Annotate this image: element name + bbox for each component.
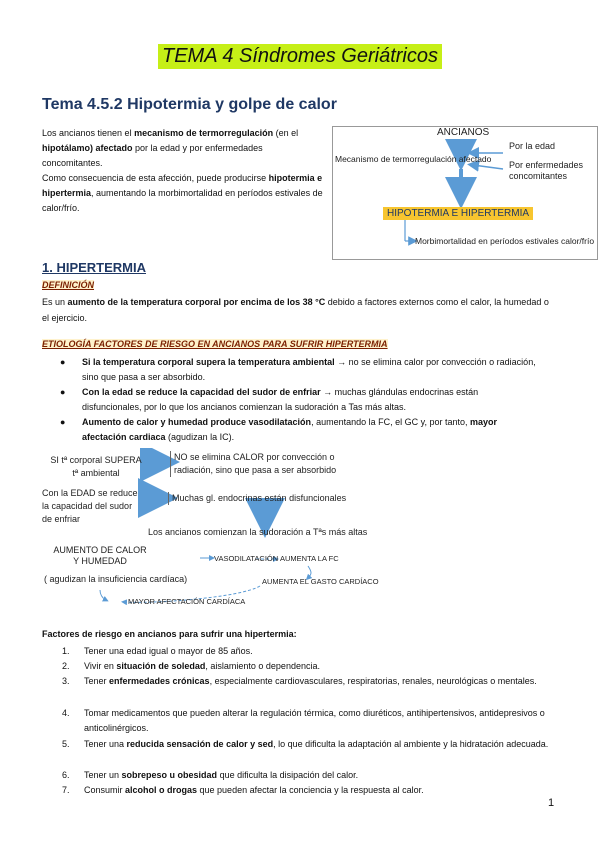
node-aumenta-fc: AUMENTA LA FC xyxy=(280,554,339,563)
intro-paragraph: Los ancianos tienen el mecanismo de termorregulación (en el hipotálamo) afectado por la edad y por enfermedades concomitantes. Como consecuencia de esta afección, puede producirse hipotermia e hipertermia, aumentando la morbimortalidad en períodos estivales de calor/frío. xyxy=(42,128,323,213)
node-edad: Con la EDAD se reduce la capacidad del sudor de enfriar xyxy=(42,488,138,524)
section-heading-hipertermia: 1. HIPERTERMIA xyxy=(42,260,147,275)
bullet-item xyxy=(60,415,540,445)
list-item: 6. Tener un sobrepeso u obesidad que dificulta la disipación del calor. xyxy=(62,770,359,780)
node-gasto-cardiaco: AUMENTA EL GASTO CARDÍACO xyxy=(262,577,379,586)
label-morbimortalidad: Morbimortalidad en períodos estivales calor/frío xyxy=(415,236,595,246)
highlight-hipotermia: HIPOTERMIA E HIPERTERMIA xyxy=(383,207,533,220)
bullet-item xyxy=(60,385,540,415)
node-calor-humedad: AUMENTO DE CALOR Y HUMEDAD xyxy=(53,545,147,566)
node-agudizan: ( agudizan la insuficiencia cardíaca) xyxy=(44,574,188,584)
node-sudoracion: Los ancianos comienzan la sudoración a Tªs más altas xyxy=(148,527,368,537)
bullet-item xyxy=(60,355,540,385)
bullet-text: Si la temperatura corporal supera la temperatura ambiental → no se elimina calor por convección o radiación, sino que pasa a ser absorbido. xyxy=(82,357,536,382)
etiology-diagram xyxy=(40,448,420,618)
node-vasodilatacion: VASODILATACIÓN xyxy=(214,554,279,563)
bullet-dot-icon: ● xyxy=(60,357,66,367)
risk-factors-heading: Factores de riesgo en ancianos para sufrir una hipertermia: xyxy=(42,629,297,639)
list-item: 5. Tener una reducida sensación de calor y sed, lo que dificulta la adaptación al ambiente y la hidratación adecuada. xyxy=(62,739,549,749)
arrow-left-2 xyxy=(473,165,503,169)
section-subtitle: Tema 4.5.2 Hipotermia y golpe de calor xyxy=(42,96,337,113)
bullet-text: Aumento de calor y humedad produce vasodilatación, aumentando la FC, el GC y, por tanto, mayor afectación cardiaca (agudizan la IC). xyxy=(82,417,497,442)
definition-heading: DEFINICIÓN xyxy=(42,280,95,290)
label-enfermedades: Por enfermedades concomitantes xyxy=(509,160,584,181)
label-mecanismo: Mecanismo de termorregulación afectado xyxy=(335,154,492,164)
node-temp-supera: SI tª corporal SUPERA tª ambiental xyxy=(50,455,142,478)
label-por-edad: Por la edad xyxy=(509,141,556,151)
bullet-text: Con la edad se reduce la capacidad del sudor de enfriar → muchas glándulas endocrinas están disfuncionales, por lo que los ancianos comienzan la sudoración a Tas más altas. xyxy=(82,387,479,412)
bullet-dot-icon: ● xyxy=(60,387,66,397)
list-item: 2. Vivir en situación de soledad, aislamiento o dependencia. xyxy=(62,661,320,671)
summary-diagram xyxy=(332,126,598,260)
arrow-8 xyxy=(100,590,106,600)
node-no-elimina: NO se elimina CALOR por convección o radiación, sino que pasa a ser absorbido xyxy=(170,451,336,477)
title-container xyxy=(0,44,600,69)
etiology-heading: ETIOLOGÍA FACTORES DE RIESGO EN ANCIANOS PARA SUFRIR HIPERTERMIA xyxy=(42,339,388,349)
label-ancianos: ANCIANOS xyxy=(437,127,490,138)
list-item: 4. Tomar medicamentos que pueden alterar la regulación térmica, como diuréticos, antihipertensivos, antidepresivos o anticolinérgicos. xyxy=(62,708,545,733)
node-glandulas: Muchas gl. endocrinas están disfuncionales xyxy=(168,492,346,505)
list-item: 1. Tener una edad igual o mayor de 85 años. xyxy=(62,646,253,656)
page-number: 1 xyxy=(548,797,555,809)
list-item: 3. Tener enfermedades crónicas, especialmente cardiovasculares, respiratorias, renales, neurológicas o mentales. xyxy=(62,676,537,686)
bullet-dot-icon: ● xyxy=(60,417,66,427)
list-item: 7. Consumir alcohol o drogas que pueden afectar la conciencia y la respuesta al calor. xyxy=(62,785,424,795)
node-mayor-afectacion: MAYOR AFECTACIÓN CARDÍACA xyxy=(128,597,246,606)
page-title: TEMA 4 Síndromes Geriátricos xyxy=(158,44,442,69)
definition-text: Es un aumento de la temperatura corporal por encima de los 38 °C debido a factores externos como el calor, la humedad o el ejercicio. xyxy=(42,297,549,323)
